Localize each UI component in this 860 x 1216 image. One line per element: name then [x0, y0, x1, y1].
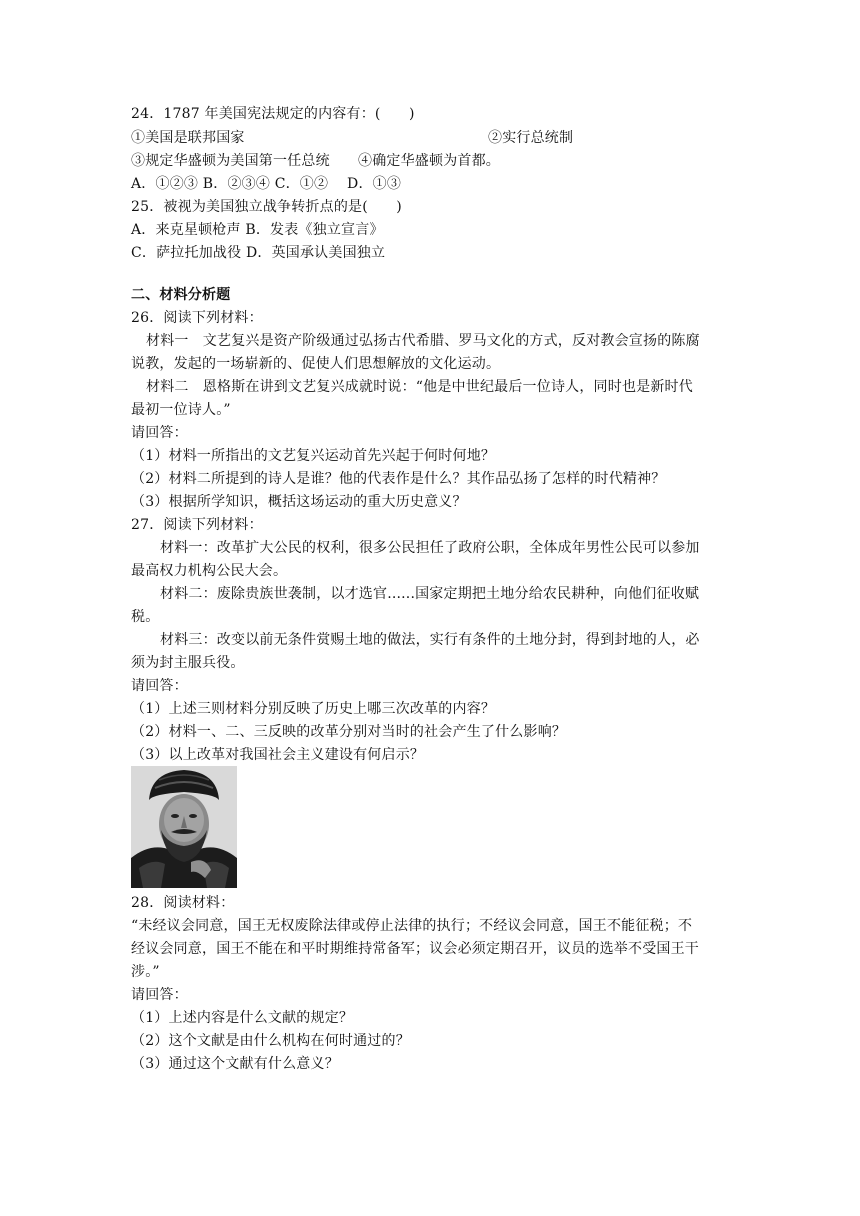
section-title: 二、材料分析题 — [131, 287, 231, 303]
q24-option-3: ③规定华盛顿为美国第一任总统 — [131, 153, 330, 169]
q26-material1-line1: 材料一 文艺复兴是资产阶级通过弘扬古代希腊、罗马文化的方式，反对教会宣扬的陈腐 — [146, 333, 700, 349]
q26-material1-line2: 说教，发起的一场崭新的、促使人们思想解放的文化运动。 — [131, 356, 501, 372]
q24-option-4: ④确定华盛顿为首都。 — [358, 153, 500, 169]
q26-subquestion-2: （2）材料二所提到的诗人是谁？他的代表作是什么？其作品弘扬了怎样的时代精神？ — [131, 471, 666, 487]
q25-choices-ab: A．来克星顿枪声 B．发表《独立宣言》 — [131, 222, 384, 238]
q27-subquestion-2: （2）材料一、二、三反映的改革分别对当时的社会产生了什么影响？ — [131, 724, 567, 740]
q26-material2-line1: 材料二 恩格斯在讲到文艺复兴成就时说：“他是中世纪最后一位诗人，同时也是新时代 — [146, 379, 693, 395]
q28-ask: 请回答： — [131, 987, 188, 1003]
q27-material3-line1: 材料三：改变以前无条件赏赐土地的做法，实行有条件的土地分封，得到封地的人，必 — [160, 632, 700, 648]
q27-material2-line1: 材料二：废除贵族世袭制，以才选官......国家定期把土地分给农民耕种，向他们征收赋 — [160, 586, 700, 602]
q27-subquestion-1: （1）上述三则材料分别反映了历史上哪三次改革的内容？ — [131, 701, 496, 717]
q28-subquestion-3: （3）通过这个文献有什么意义？ — [131, 1056, 339, 1072]
q24-choices: A．①②③ B．②③④ C．①② D．①③ — [131, 176, 402, 192]
q28-quote-line1: “未经议会同意，国王无权废除法律或停止法律的执行；不经议会同意，国王不能征税；不 — [131, 918, 693, 934]
q25-stem: 25．被视为美国独立战争转折点的是( ) — [131, 199, 402, 215]
q26-ask: 请回答： — [131, 425, 188, 441]
q24-option-2: ②实行总统制 — [488, 130, 574, 146]
q24-options-row2 — [131, 151, 731, 171]
q27-stem: 27．阅读下列材料： — [131, 517, 263, 533]
q28-subquestion-2: （2）这个文献是由什么机构在何时通过的？ — [131, 1033, 410, 1049]
q27-ask: 请回答： — [131, 678, 188, 694]
q27-subquestion-3: （3）以上改革对我国社会主义建设有何启示？ — [131, 747, 425, 763]
q26-stem: 26．阅读下列材料： — [131, 310, 263, 326]
q26-material2-line2: 最初一位诗人。” — [131, 402, 231, 418]
q27-material2-line2: 税。 — [131, 609, 160, 625]
portrait-drawing — [131, 766, 237, 888]
q26-subquestion-3: （3）根据所学知识，概括这场运动的重大历史意义？ — [131, 494, 467, 510]
q28-subquestion-1: （1）上述内容是什么文献的规定？ — [131, 1010, 354, 1026]
q27-material1-line2: 最高权力机构公民大会。 — [131, 563, 288, 579]
q27-material3-line2: 须为封主服兵役。 — [131, 655, 245, 671]
q25-choices-cd: C．萨拉托加战役 D．英国承认美国独立 — [131, 245, 386, 261]
q28-stem: 28．阅读材料： — [131, 895, 235, 911]
q24-stem: 24．1787 年美国宪法规定的内容有：( ) — [131, 106, 415, 122]
q26-subquestion-1: （1）材料一所指出的文艺复兴运动首先兴起于何时何地？ — [131, 448, 496, 464]
portrait-image — [131, 766, 237, 888]
q28-quote-line2: 经议会同意，国王不能在和平时期维持常备军；议会必须定期召开，议员的选举不受国王干 — [131, 941, 699, 957]
q24-option-1: ①美国是联邦国家 — [131, 130, 245, 146]
q24-options-row1 — [131, 128, 731, 148]
q28-quote-line3: 涉。” — [131, 964, 160, 980]
q27-material1-line1: 材料一：改革扩大公民的权利，很多公民担任了政府公职，全体成年男性公民可以参加 — [160, 540, 700, 556]
